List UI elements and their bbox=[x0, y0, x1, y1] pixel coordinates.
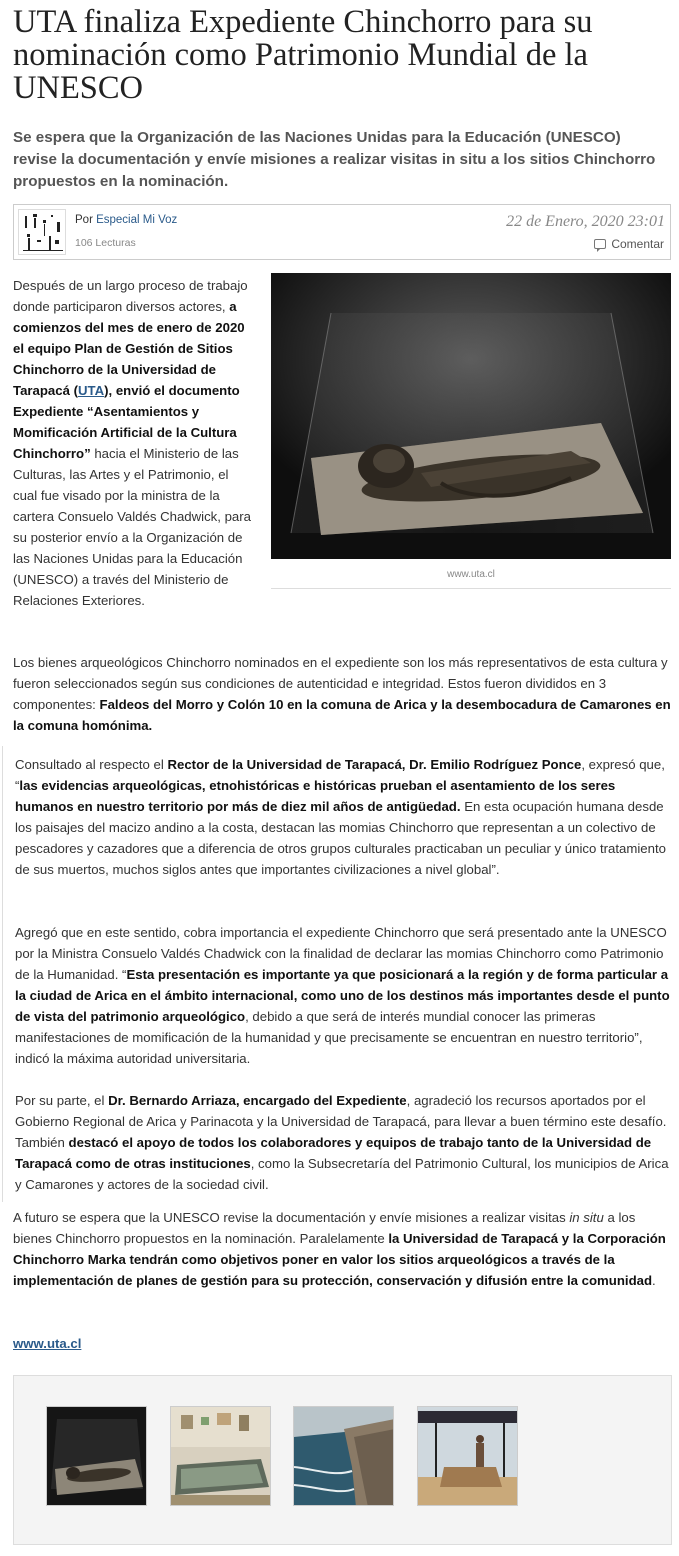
author-link[interactable]: Especial Mi Voz bbox=[96, 214, 178, 226]
comment-button[interactable] bbox=[594, 237, 664, 251]
p1-text-2: hacia el Ministerio de las Culturas, las Artes y el Patrimonio, el cual fue visado por la ministra de la cartera Consuelo Valdés Chadwick, para su posterior envío a la Organización de las Naciones Unidas para la Educación (UNESCO) a través del Ministerio de Relaciones Exteriores. bbox=[13, 446, 251, 608]
mummy-image-icon bbox=[271, 273, 671, 559]
gallery-thumb-1[interactable] bbox=[46, 1406, 147, 1506]
read-count: 106 Lecturas bbox=[75, 237, 136, 249]
uta-link[interactable]: UTA bbox=[78, 383, 105, 398]
p2-text-1: Los bienes arqueológicos Chinchorro nominados en el expediente son los más representativos de esta cultura y fueron seleccionados según sus condiciones de autenticidad e integridad. Estos fueron divididos en 3 componentes: bbox=[13, 655, 668, 712]
p5-text-2: , agradeció los recursos aportados por el Gobierno Regional de Arica y Parinacota y la Universidad de Tarapacá, para llevar a buen término este desafío. También bbox=[15, 1093, 667, 1150]
p1-text-1: Después de un largo proceso de trabajo donde participaron diversos actores, bbox=[13, 278, 248, 314]
publish-date: 22 de Enero, 2020 23:01 bbox=[506, 213, 665, 230]
p6-text-2: a los bienes Chinchorro propuestos en la nominación. Paralelamente bbox=[13, 1210, 636, 1246]
paragraph-4 bbox=[15, 922, 675, 1069]
article-lead: Se espera que la Organización de las Naciones Unidas para la Educación (UNESCO) revise la documentación y envíe misiones a realizar visitas in situ a los sitios Chinchorro propuestos en la nominación. bbox=[13, 129, 656, 190]
p4-bold-1: Esta presentación es importante ya que posicionará a la región y de forma particular a la ciudad de Arica en el ámbito internacional, como uno de los destinos más importantes desde el punto de vista del patrimonio arqueológico bbox=[15, 967, 670, 1024]
article-meta bbox=[13, 204, 671, 260]
comment-label: Comentar bbox=[611, 237, 664, 251]
p5-bold-1: Dr. Bernardo Arriaza, encargado del Expediente bbox=[108, 1093, 407, 1108]
paragraph-5 bbox=[15, 1090, 675, 1195]
author-line bbox=[75, 214, 177, 226]
p3-text-1: Consultado al respecto el bbox=[15, 757, 168, 772]
author-avatar-icon bbox=[19, 210, 66, 255]
comment-icon bbox=[594, 239, 606, 249]
article-title: UTA finaliza Expediente Chinchorro para su nominación como Patrimonio Mundial de la UNESCO bbox=[13, 4, 593, 106]
gallery-thumb-3[interactable] bbox=[293, 1406, 394, 1506]
p3-bold-1: Rector de la Universidad de Tarapacá, Dr. Emilio Rodríguez Ponce bbox=[167, 757, 582, 772]
gallery-thumb-4[interactable] bbox=[417, 1406, 518, 1506]
excavation-thumb-icon bbox=[418, 1407, 518, 1506]
p4-text-2: , debido a que será de interés mundial conocer las primeras manifestaciones de momificación de la humanidad y que precisamente se encuentran en nuestro territorio”, indicó la máxima autoridad universitaria. bbox=[15, 1009, 643, 1066]
p3-text-2: , expresó que, “ bbox=[15, 757, 665, 793]
p6-bold-1: la Universidad de Tarapacá y la Corporación Chinchorro Marka tendrán como objetivos poner en valor los sitios arqueológicos a través de la implementación de planes de gestión para su protección, conservación y difusión entre la comunidad bbox=[13, 1231, 666, 1288]
image-gallery bbox=[13, 1375, 672, 1545]
exhibit-thumb-icon bbox=[171, 1407, 271, 1506]
paragraph-3 bbox=[15, 754, 675, 880]
coast-thumb-icon bbox=[294, 1407, 394, 1506]
source-link[interactable]: www.uta.cl bbox=[13, 1336, 82, 1351]
p6-italic-1: in situ bbox=[569, 1210, 604, 1225]
author-avatar[interactable] bbox=[18, 209, 66, 255]
p1-bold-2: ), envió el documento Expediente “Asentamientos y Momificación Artificial de la Cultura Chinchorro” bbox=[13, 383, 240, 461]
mummy-photo[interactable] bbox=[271, 273, 671, 559]
source-line bbox=[13, 1333, 313, 1354]
article-figure bbox=[271, 273, 671, 589]
p4-text-1: Agregó que en este sentido, cobra importancia el expediente Chinchorro que será presentado ante la UNESCO por la Ministra Consuelo Valdés Chadwick con la finalidad de declarar las momias Chinchorro como Patrimonio de la Humanidad. “ bbox=[15, 925, 667, 982]
p3-bold-2: las evidencias arqueológicas, etnohistóricas e históricas prueban el asentamiento de los seres humanos en nuestro territorio por más de diez mil años de antigüedad. bbox=[15, 778, 616, 814]
p5-bold-2: destacó el apoyo de todos los colaboradores y equipos de trabajo tanto de la Universidad de Tarapacá como de otras instituciones bbox=[15, 1135, 652, 1171]
p2-bold-1: Faldeos del Morro y Colón 10 en la comuna de Arica y la desembocadura de Camarones en la comuna homónima. bbox=[13, 697, 671, 733]
paragraph-2 bbox=[13, 652, 671, 736]
p3-text-3: En esta ocupación humana desde los paisajes del macizo andino a la costa, destacan las momias Chinchorro que representan a un colectivo de pescadores y cazadores que a diferencia de otros grupos culturales practicaban un peculiar y único tratamiento de sus muertos, muchos siglos antes que importantes civilizaciones a nivel global”. bbox=[15, 799, 666, 877]
gallery-thumb-2[interactable] bbox=[170, 1406, 271, 1506]
p6-text-3: . bbox=[652, 1273, 656, 1288]
p6-text-1: A futuro se espera que la UNESCO revise la documentación y envíe misiones a realizar visitas bbox=[13, 1210, 570, 1225]
paragraph-1 bbox=[13, 275, 251, 611]
author-prefix: Por bbox=[75, 214, 97, 226]
p5-text-1: Por su parte, el bbox=[15, 1093, 109, 1108]
mummy-thumb-icon bbox=[47, 1407, 147, 1506]
p5-text-3: , como la Subsecretaría del Patrimonio Cultural, los municipios de Arica y Camarones y actores de la sociedad civil. bbox=[15, 1156, 669, 1192]
figure-caption: www.uta.cl bbox=[447, 569, 495, 580]
p1-bold-1: a comienzos del mes de enero de 2020 el equipo Plan de Gestión de Sitios Chinchorro de la Universidad de Tarapacá ( bbox=[13, 299, 245, 398]
paragraph-6 bbox=[13, 1207, 671, 1291]
